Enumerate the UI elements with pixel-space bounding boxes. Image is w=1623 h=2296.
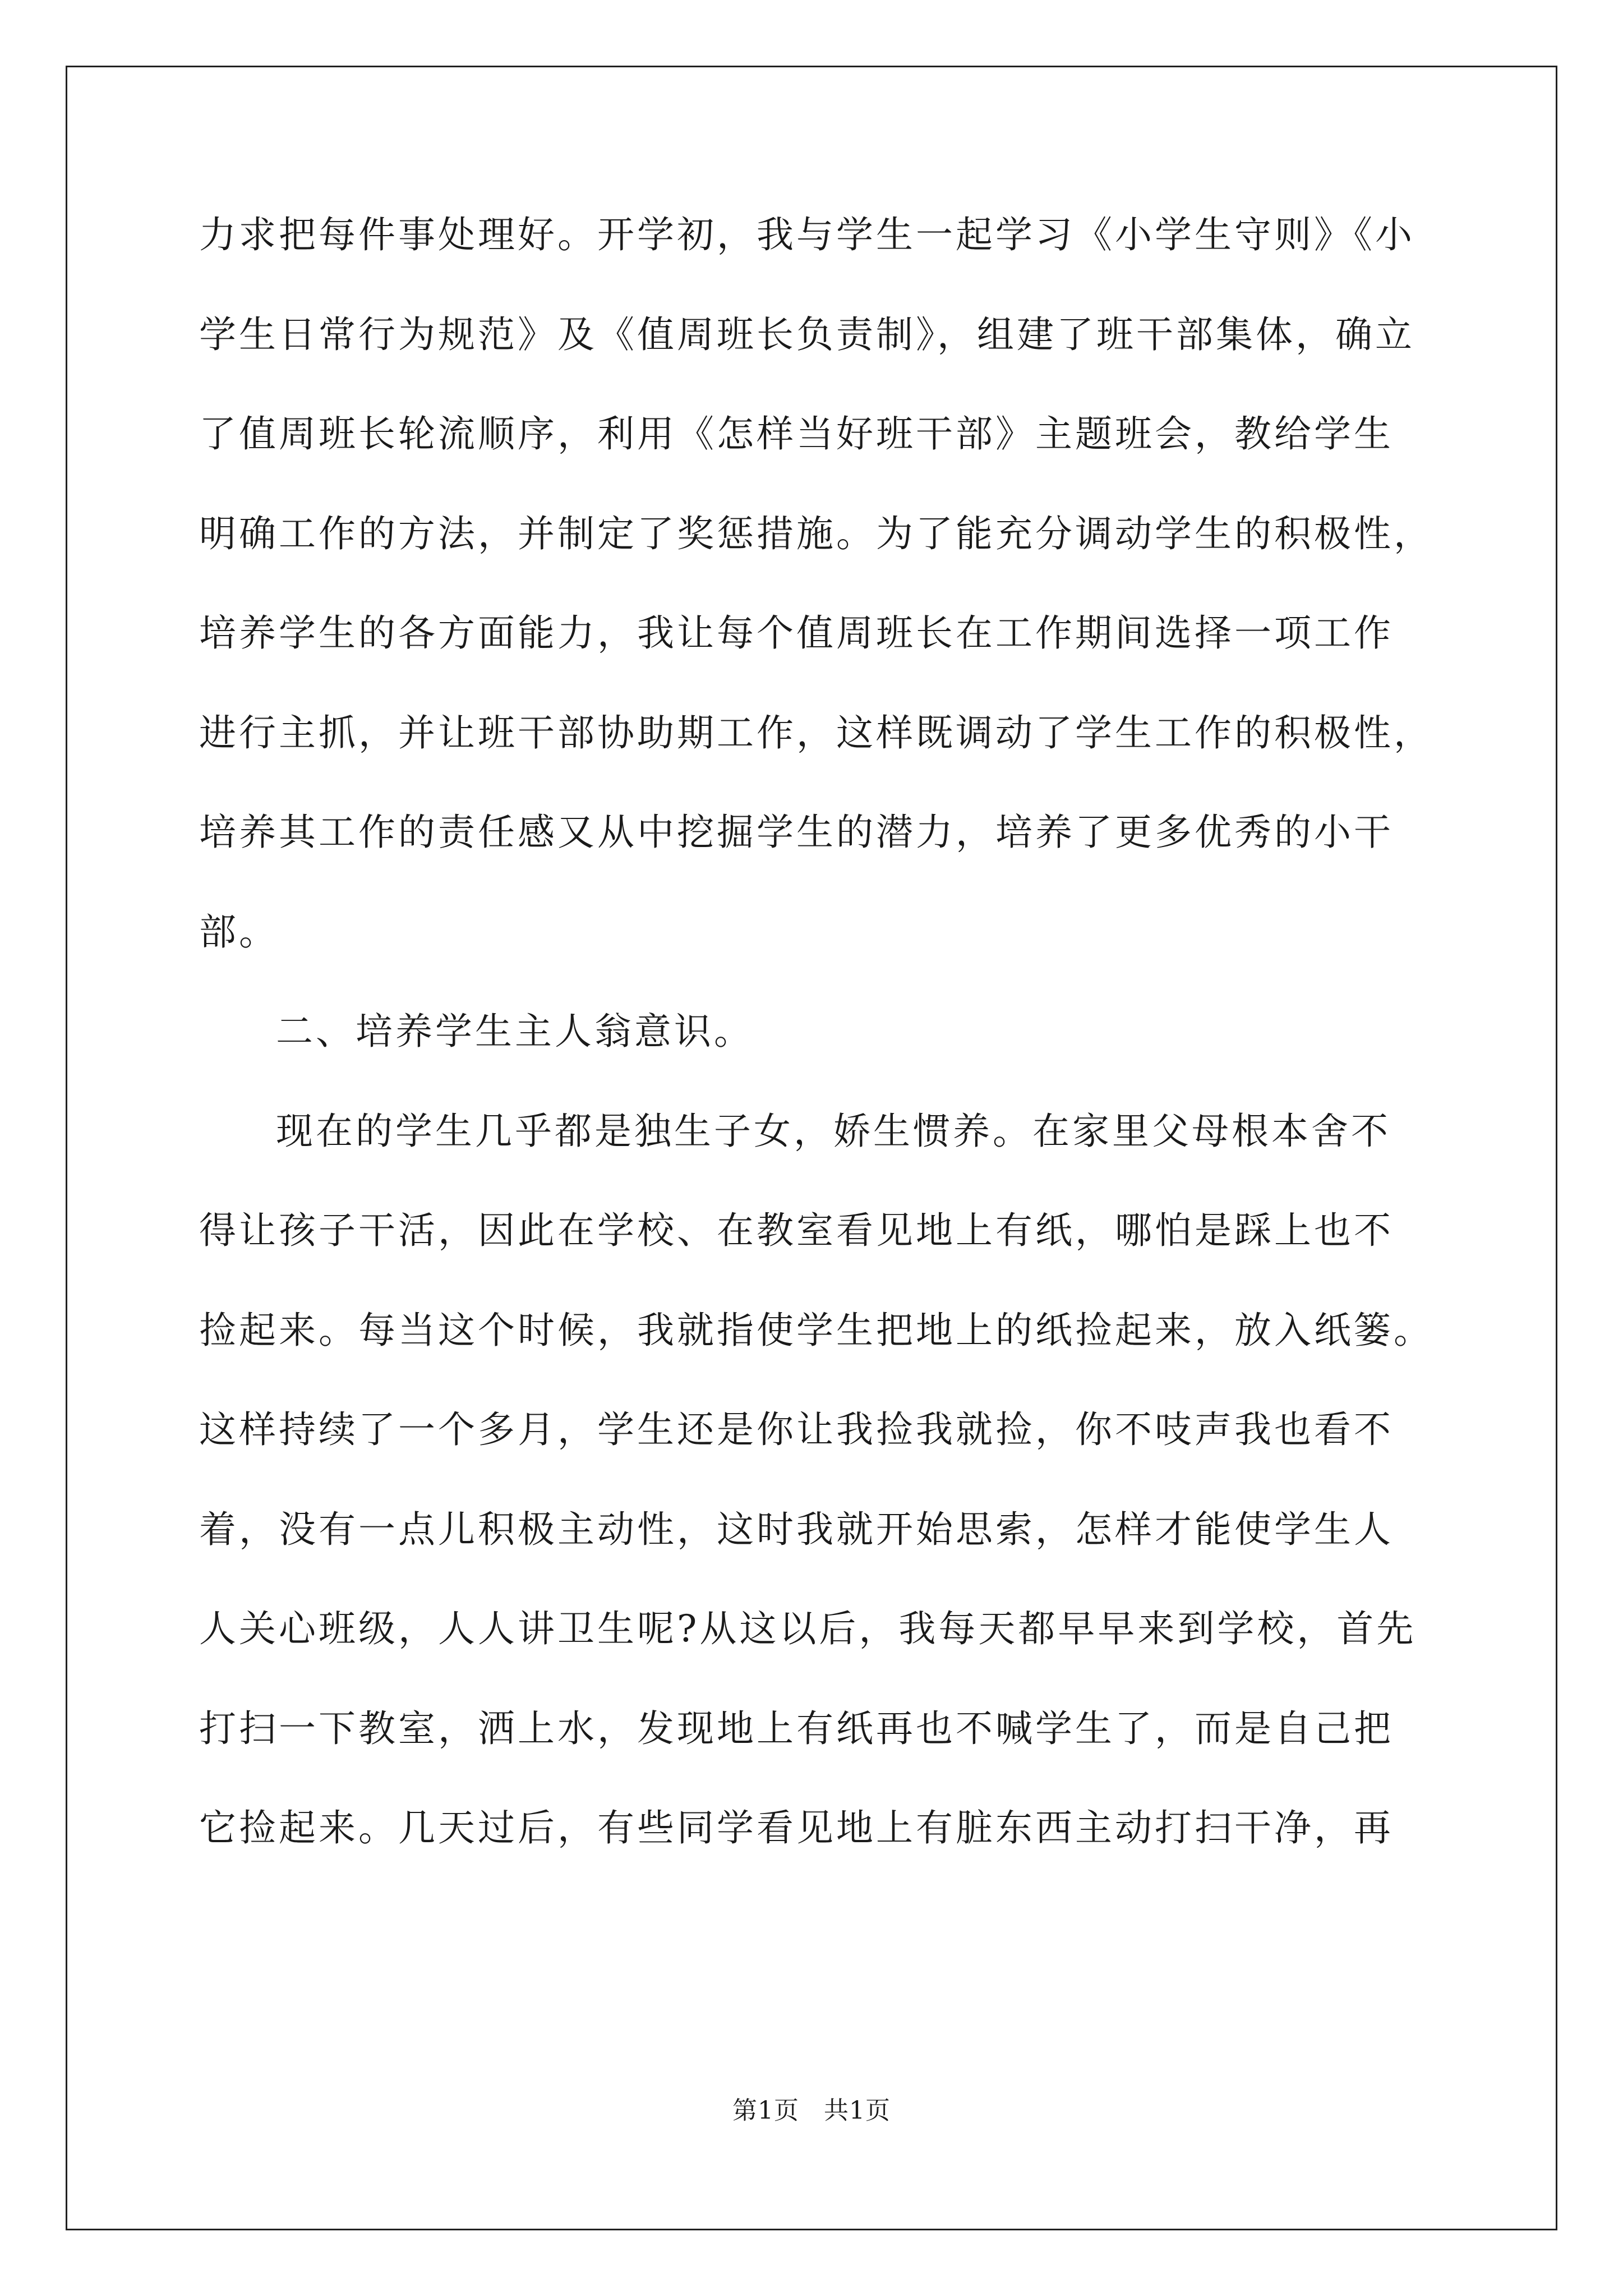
paragraph-start-line: 现在的学生几乎都是独生子女，娇生惯养。在家里父母根本舍不 [276,1109,1391,1153]
section-heading: 二、培养学生主人翁意识。 [276,1010,754,1053]
text-line: 它捡起来。几天过后，有些同学看见地上有脏东西主动打扫干净，再 [199,1806,1394,1849]
text-line: 这样持续了一个多月，学生还是你让我捡我就捡，你不吱声我也看不 [199,1408,1394,1451]
text-line: 着，没有一点儿积极主动性，这时我就开始思索，怎样才能使学生人 [199,1507,1394,1551]
text-line: 培养学生的各方面能力，我让每个值周班长在工作期间选择一项工作 [199,611,1394,655]
text-line: 捡起来。每当这个时候，我就指使学生把地上的纸捡起来，放入纸篓。 [199,1308,1433,1352]
page-footer [0,2097,1623,2125]
total-pages: 共1页 [824,2096,891,2125]
document-body [199,213,1433,1908]
page-number: 第1页 [732,2096,799,2125]
text-line: 学生日常行为规范》及《值周班长负责制》，组建了班干部集体，确立 [199,312,1415,356]
text-line: 培养其工作的责任感又从中挖掘学生的潜力，培养了更多优秀的小干 [199,811,1394,854]
text-line: 人关心班级，人人讲卫生呢?从这以后，我每天都早早来到学校，首先 [199,1607,1417,1650]
text-line: 部。 [199,910,279,954]
text-line: 了值周班长轮流顺序，利用《怎样当好班干部》主题班会，教给学生 [199,412,1394,455]
text-line: 得让孩子干活，因此在学校、在教室看见地上有纸，哪怕是踩上也不 [199,1209,1394,1252]
text-line: 进行主抓，并让班干部协助期工作，这样既调动了学生工作的积极性， [199,711,1433,754]
text-line: 明确工作的方法，并制定了奖惩措施。为了能充分调动学生的积极性， [199,512,1433,555]
text-line: 打扫一下教室，洒上水，发现地上有纸再也不喊学生了，而是自己把 [199,1706,1394,1750]
text-line: 力求把每件事处理好。开学初，我与学生一起学习《小学生守则》《小 [199,213,1415,256]
